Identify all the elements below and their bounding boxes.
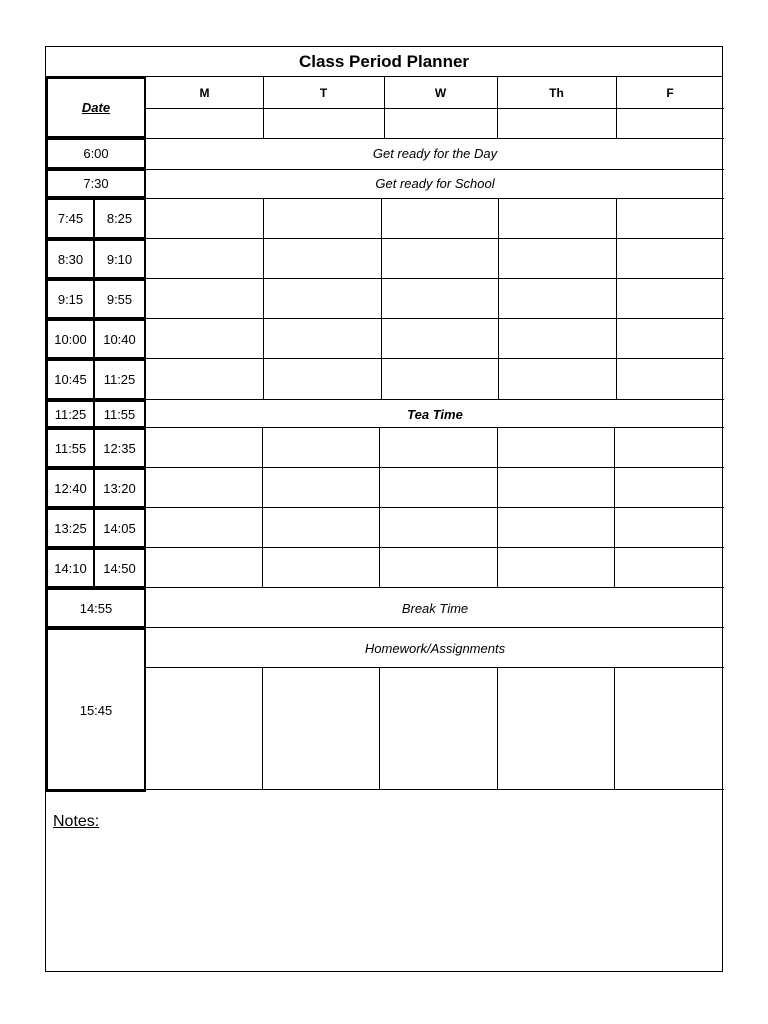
period-3-start: 9:15 (46, 279, 95, 319)
day-header-monday: M (199, 85, 210, 100)
grid-line (497, 667, 498, 789)
page-title: Class Period Planner (46, 47, 722, 77)
grid-line (146, 667, 724, 668)
period-3-end: 9:55 (93, 279, 146, 319)
period-10-start: 14:10 (46, 548, 95, 588)
grid-line (498, 198, 499, 399)
time-730: 7:30 (46, 169, 146, 198)
grid-line (146, 318, 724, 319)
grid-line (263, 77, 264, 138)
grid-line (379, 427, 380, 587)
grid-line (262, 667, 263, 789)
grid-line (146, 358, 724, 359)
day-header-tuesday: T (319, 85, 328, 100)
period-10-end: 14:50 (93, 548, 146, 588)
grid-line (262, 427, 263, 587)
grid-line (497, 77, 498, 138)
grid-line (146, 138, 724, 139)
grid-line (616, 198, 617, 399)
period-7-start: 11:55 (46, 428, 95, 468)
grid-line (497, 427, 498, 587)
grid-line (616, 77, 617, 138)
grid-line (614, 667, 615, 789)
grid-line (614, 427, 615, 587)
grid-line (379, 667, 380, 789)
grid-line (146, 507, 724, 508)
period-5-start: 10:45 (46, 359, 95, 400)
date-header (46, 77, 146, 138)
grid-line (146, 627, 724, 628)
time-600: 6:00 (46, 138, 146, 169)
grid-line (146, 169, 724, 170)
grid-line (146, 427, 724, 428)
date-label: Date (81, 100, 111, 115)
day-header-wednesday: W (434, 85, 447, 100)
time-1545: 15:45 (46, 628, 146, 792)
banner-tea-time: Tea Time (407, 406, 463, 422)
grid-line (146, 547, 724, 548)
grid-line (146, 587, 724, 588)
period-1-end: 8:25 (93, 198, 146, 239)
period-4-end: 10:40 (93, 319, 146, 359)
banner-get-ready-day: Get ready for the Day (372, 146, 498, 161)
period-2-end: 9:10 (93, 239, 146, 279)
period-2-start: 8:30 (46, 239, 95, 279)
banner-break-time: Break Time (401, 600, 469, 616)
grid-line (146, 399, 724, 400)
grid-line (146, 238, 724, 239)
period-7-end: 12:35 (93, 428, 146, 468)
day-header-thursday: Th (549, 85, 564, 100)
grid-line (146, 108, 724, 109)
grid-line (146, 198, 724, 199)
grid-line (146, 467, 724, 468)
period-9-end: 14:05 (93, 508, 146, 548)
period-6-end: 11:55 (93, 400, 146, 428)
day-header-friday: F (666, 85, 674, 100)
period-1-start: 7:45 (46, 198, 95, 239)
time-1455: 14:55 (46, 588, 146, 628)
grid-line (263, 198, 264, 399)
period-9-start: 13:25 (46, 508, 95, 548)
period-8-end: 13:20 (93, 468, 146, 508)
grid-line (381, 198, 382, 399)
grid-line (384, 77, 385, 138)
notes-label: Notes: (53, 813, 100, 830)
grid-line (146, 278, 724, 279)
banner-homework: Homework/Assignments (364, 640, 506, 656)
banner-get-ready-school: Get ready for School (375, 176, 495, 191)
period-4-start: 10:00 (46, 319, 95, 359)
period-5-end: 11:25 (93, 359, 146, 400)
grid-line (46, 789, 724, 790)
period-6-start: 11:25 (46, 400, 95, 428)
period-8-start: 12:40 (46, 468, 95, 508)
planner-sheet (45, 46, 723, 972)
